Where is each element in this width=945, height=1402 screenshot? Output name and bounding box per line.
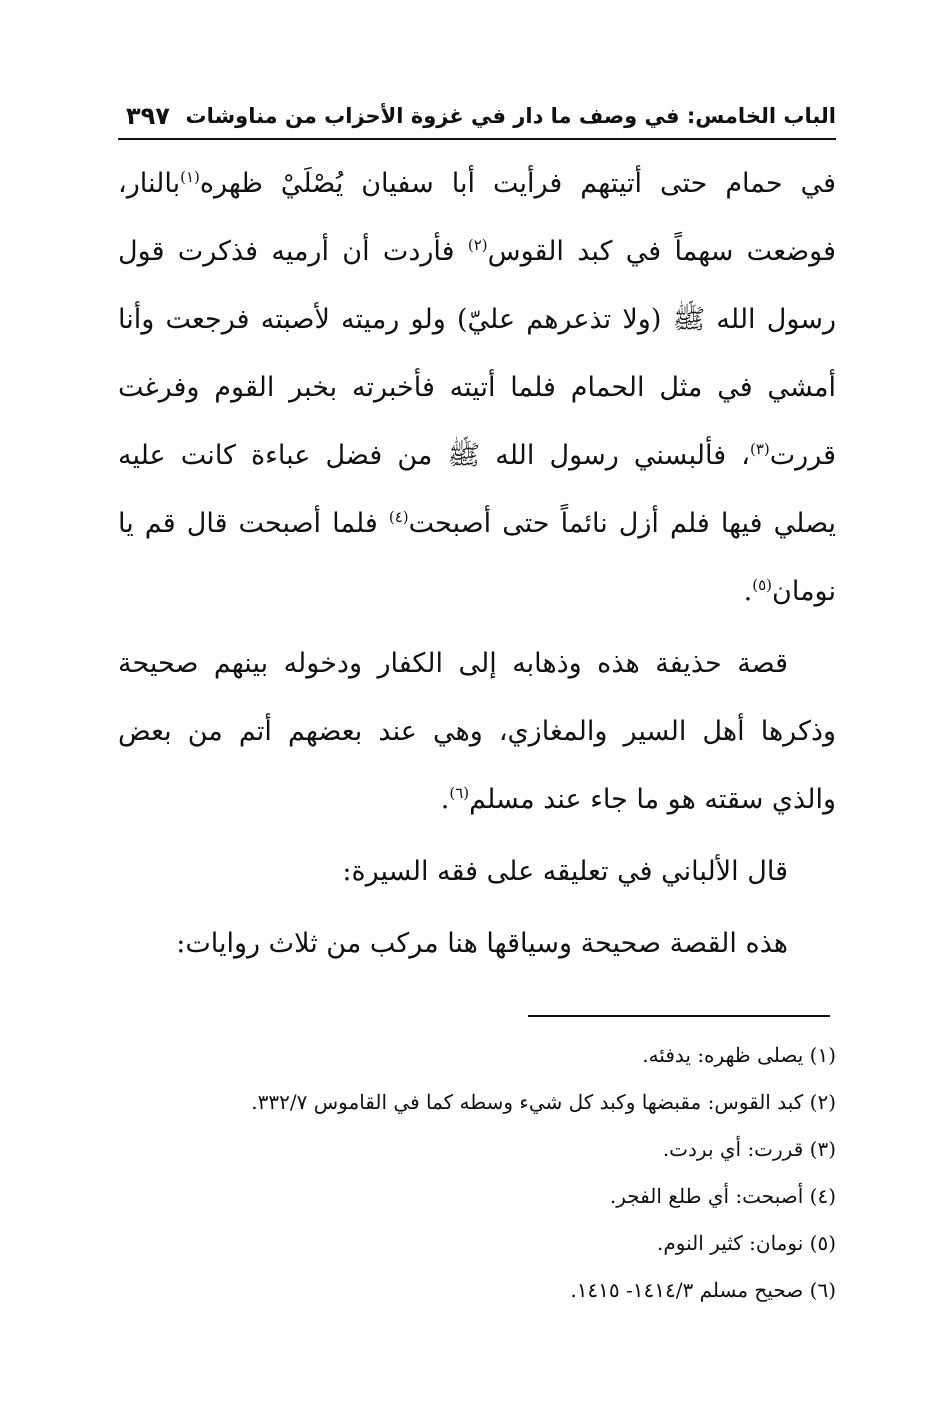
text-run: .: [440, 784, 450, 815]
footnote-ref: (٣): [749, 440, 770, 458]
text-run: فأردت أن أرميه فذكرت قول رسول الله ﷺ (ولا تذعرهم عليّ) ولو رميته لأصبته فرجعت وأنا أمشي في مثل الحمام فلما أتيته فأخبرته بخبر القوم وفرغت قررت: [118, 236, 836, 471]
footnote-6: (٦) صحيح مسلم ١٤١٤/٣- ١٤١٥.: [570, 1278, 836, 1302]
footnote-ref: (٥): [752, 576, 773, 594]
footnote-ref: (٤): [388, 508, 409, 526]
text-run: في حمام حتى أتيتهم فرأيت أبا سفيان يُصْلَيْ ظهره: [199, 168, 836, 199]
page-number: ٣٩٧: [126, 102, 170, 130]
footnote-ref: (١): [180, 168, 200, 186]
footnotes: [118, 1032, 836, 1314]
paragraph-1: [118, 150, 836, 626]
running-header: [118, 102, 836, 140]
paragraph-4: هذه القصة صحيحة وسياقها هنا مركب من ثلاث روايات:: [176, 928, 788, 959]
chapter-title: الباب الخامس: في وصف ما دار في غزوة الأحزاب من مناوشات: [185, 104, 836, 128]
footnote-ref: (٦): [449, 784, 470, 802]
footnote-5: (٥) نومان: كثير النوم.: [657, 1231, 836, 1255]
text-run: قصة حذيفة هذه وذهابه إلى الكفار ودخوله بينهم صحيحة وذكرها أهل السير والمغازي، وهي عند بعضهم أتم من بعض والذي سقته هو ما جاء عند مسلم: [118, 648, 836, 815]
footnote-4: (٤) أصبحت: أي طلع الفجر.: [609, 1184, 836, 1208]
text-run: ، فألبسني رسول الله ﷺ من فضل عباءة كانت عليه يصلي فيها فلم أزل نائماً حتى أصبحت: [118, 440, 837, 539]
text-run: بالنار، فوضعت سهماً في كبد القوس: [118, 168, 836, 267]
text-run: .: [743, 576, 753, 607]
main-text: [118, 150, 836, 978]
paragraph-2: [118, 630, 836, 834]
footnote-2: (٢) كبد القوس: مقبضها وكبد كل شيء وسطه كما في القاموس ٣٣٢/٧.: [251, 1090, 836, 1114]
text-run: فلما أصبحت قال قم يا نومان: [118, 508, 836, 607]
footnote-divider: [528, 1015, 830, 1017]
footnote-3: (٣) قررت: أي بردت.: [662, 1137, 836, 1161]
footnote-1: (١) يصلى ظهره: يدفئه.: [642, 1043, 836, 1067]
footnote-ref: (٢): [467, 236, 488, 254]
paragraph-3: قال الألباني في تعليقه على فقه السيرة:: [342, 856, 788, 887]
